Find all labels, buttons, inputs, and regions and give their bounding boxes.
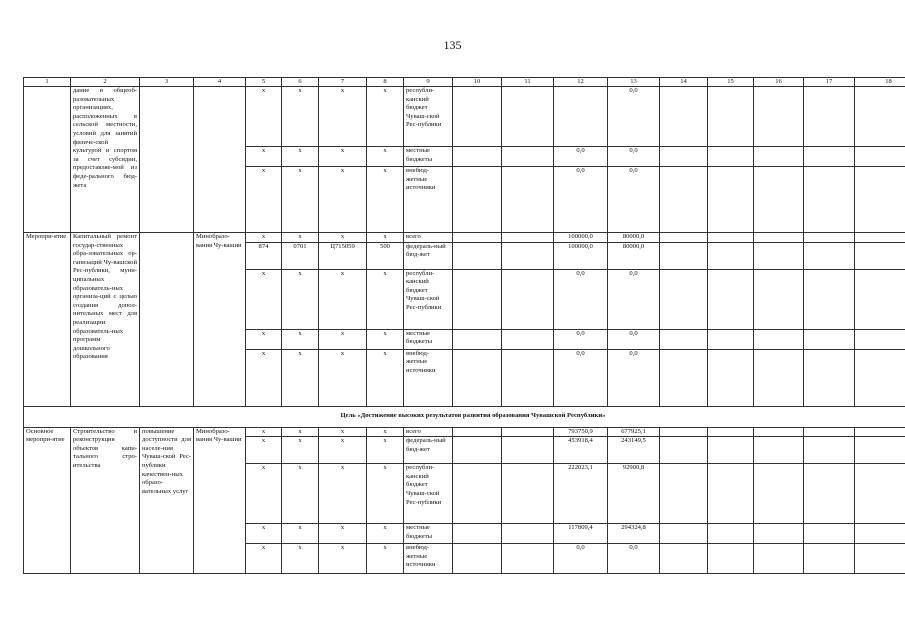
- empty-cell: [754, 167, 804, 233]
- empty-cell: [660, 349, 708, 406]
- column-number: 18: [855, 78, 905, 87]
- funding-table: [23, 77, 905, 574]
- section-code-cell: x: [282, 427, 319, 437]
- amount-cell: 677925,1: [608, 427, 660, 437]
- empty-cell: [855, 242, 905, 269]
- empty-cell: [453, 349, 502, 406]
- empty-cell: [660, 242, 708, 269]
- empty-cell: [804, 464, 855, 524]
- empty-cell: [453, 524, 502, 544]
- section-code-cell: x: [282, 464, 319, 524]
- grbs-code-cell: x: [246, 437, 282, 464]
- empty-cell: [660, 147, 708, 167]
- section-code-cell: x: [282, 349, 319, 406]
- empty-cell: [453, 167, 502, 233]
- funding-source-cell: федераль-ный бюд-жет: [404, 242, 453, 269]
- empty-cell: [502, 349, 554, 406]
- amount-cell: 92900,8: [608, 464, 660, 524]
- empty-cell: [804, 349, 855, 406]
- expected-result-cell: [140, 87, 194, 233]
- empty-cell: [502, 464, 554, 524]
- empty-cell: [754, 349, 804, 406]
- empty-cell: [804, 269, 855, 329]
- empty-cell: [502, 242, 554, 269]
- amount-cell: 100000,0: [554, 233, 608, 243]
- empty-cell: [502, 269, 554, 329]
- column-number: 13: [608, 78, 660, 87]
- empty-cell: [754, 269, 804, 329]
- expected-result-cell: [140, 233, 194, 407]
- target-article-cell: Ц715059: [319, 242, 367, 269]
- empty-cell: [708, 167, 754, 233]
- funding-source-cell: федераль-ный бюд-жет: [404, 437, 453, 464]
- empty-cell: [855, 329, 905, 349]
- amount-cell: 0,0: [608, 269, 660, 329]
- empty-cell: [855, 437, 905, 464]
- empty-cell: [754, 544, 804, 574]
- empty-cell: [660, 329, 708, 349]
- empty-cell: [804, 167, 855, 233]
- grbs-code-cell: x: [246, 427, 282, 437]
- funding-source-cell: местные бюджеты: [404, 524, 453, 544]
- table-row: [24, 427, 905, 437]
- target-article-cell: x: [319, 524, 367, 544]
- column-number: 14: [660, 78, 708, 87]
- empty-cell: [453, 427, 502, 437]
- empty-cell: [754, 242, 804, 269]
- expense-type-cell: x: [367, 349, 404, 406]
- grbs-code-cell: x: [246, 147, 282, 167]
- section-code-cell: 0701: [282, 242, 319, 269]
- amount-cell: 0,0: [608, 87, 660, 147]
- empty-cell: [855, 269, 905, 329]
- amount-cell: 222023,1: [554, 464, 608, 524]
- empty-cell: [453, 464, 502, 524]
- empty-cell: [855, 544, 905, 574]
- empty-cell: [453, 147, 502, 167]
- column-number: 15: [708, 78, 754, 87]
- empty-cell: [804, 87, 855, 147]
- target-article-cell: x: [319, 437, 367, 464]
- target-article-cell: x: [319, 233, 367, 243]
- empty-cell: [708, 427, 754, 437]
- amount-cell: 0,0: [554, 147, 608, 167]
- empty-cell: [804, 329, 855, 349]
- table-row: [24, 233, 905, 243]
- target-article-cell: x: [319, 269, 367, 329]
- empty-cell: [754, 464, 804, 524]
- section-code-cell: x: [282, 524, 319, 544]
- empty-cell: [660, 437, 708, 464]
- empty-cell: [453, 437, 502, 464]
- empty-cell: [502, 147, 554, 167]
- funding-source-cell: всего: [404, 427, 453, 437]
- grbs-code-cell: x: [246, 233, 282, 243]
- empty-cell: [855, 524, 905, 544]
- event-name-cell: Капитальный ремонт государ-ственных обра-зовательных ор-ганизаций Чу-вашской Рес-публики, муни-ципальных образователь-ных организа-ций с целью создания допол-нительных мест для реализации образователь-ных программ дошкольного образования: [71, 233, 140, 407]
- empty-cell: [502, 233, 554, 243]
- amount-cell: 0,0: [554, 269, 608, 329]
- empty-cell: [754, 437, 804, 464]
- grbs-code-cell: x: [246, 269, 282, 329]
- amount-cell: 80000,0: [608, 242, 660, 269]
- target-article-cell: x: [319, 349, 367, 406]
- table-row: [24, 87, 905, 147]
- section-code-cell: x: [282, 269, 319, 329]
- column-number: 6: [282, 78, 319, 87]
- funding-source-cell: местные бюджеты: [404, 329, 453, 349]
- empty-cell: [804, 544, 855, 574]
- grbs-code-cell: x: [246, 544, 282, 574]
- grbs-code-cell: x: [246, 87, 282, 147]
- event-name-cell: Строительство и реконструкция объектов капи-тального стро-ительства: [71, 427, 140, 574]
- section-code-cell: x: [282, 87, 319, 147]
- expense-type-cell: x: [367, 427, 404, 437]
- empty-cell: [754, 329, 804, 349]
- empty-cell: [453, 544, 502, 574]
- empty-cell: [660, 524, 708, 544]
- empty-cell: [804, 524, 855, 544]
- target-article-cell: x: [319, 427, 367, 437]
- grbs-code-cell: x: [246, 329, 282, 349]
- empty-cell: [453, 233, 502, 243]
- empty-cell: [660, 427, 708, 437]
- executor-cell: Минобразо-вания Чу-вашии: [194, 233, 246, 407]
- expected-result-cell: повышение доступности для населе-ния Чуваш-ской Рес-публики качествен-ных образо-вательных услуг: [140, 427, 194, 574]
- expense-type-cell: x: [367, 147, 404, 167]
- section-code-cell: x: [282, 437, 319, 464]
- column-number: 3: [140, 78, 194, 87]
- amount-cell: 117809,4: [554, 524, 608, 544]
- target-article-cell: x: [319, 329, 367, 349]
- empty-cell: [754, 524, 804, 544]
- page-number: 135: [443, 38, 462, 52]
- amount-cell: 453918,4: [554, 437, 608, 464]
- amount-cell: 0,0: [608, 167, 660, 233]
- funding-source-cell: внебюд-жетные источники: [404, 167, 453, 233]
- empty-cell: [708, 269, 754, 329]
- expense-type-cell: x: [367, 269, 404, 329]
- empty-cell: [660, 233, 708, 243]
- empty-cell: [708, 437, 754, 464]
- empty-cell: [855, 427, 905, 437]
- column-number: 8: [367, 78, 404, 87]
- expense-type-cell: x: [367, 87, 404, 147]
- empty-cell: [660, 269, 708, 329]
- expense-type-cell: x: [367, 464, 404, 524]
- amount-cell: 0,0: [608, 147, 660, 167]
- empty-cell: [754, 233, 804, 243]
- amount-cell: 0,0: [608, 349, 660, 406]
- empty-cell: [660, 464, 708, 524]
- empty-cell: [754, 147, 804, 167]
- target-article-cell: x: [319, 464, 367, 524]
- column-number: 9: [404, 78, 453, 87]
- empty-cell: [708, 349, 754, 406]
- empty-cell: [502, 87, 554, 147]
- amount-cell: 243149,5: [608, 437, 660, 464]
- expense-type-cell: x: [367, 437, 404, 464]
- grbs-code-cell: x: [246, 524, 282, 544]
- grbs-code-cell: x: [246, 464, 282, 524]
- empty-cell: [708, 464, 754, 524]
- empty-cell: [855, 233, 905, 243]
- empty-cell: [855, 464, 905, 524]
- empty-cell: [502, 524, 554, 544]
- target-article-cell: x: [319, 87, 367, 147]
- amount-cell: 294324,8: [608, 524, 660, 544]
- amount-cell: 100000,0: [554, 242, 608, 269]
- empty-cell: [804, 437, 855, 464]
- funding-source-cell: внебюд-жетные источники: [404, 349, 453, 406]
- funding-source-cell: внебюд-жетные источники: [404, 544, 453, 574]
- goal-row: [24, 406, 905, 427]
- section-code-cell: x: [282, 167, 319, 233]
- empty-cell: [453, 329, 502, 349]
- event-name-cell: дание в общеоб-разовательных организациях, расположенных в сельской местности, условий для занятий физиче-ской культурой и спортом за счет субсидии, предоставляе-мой из феде-рального бюд-жета: [71, 87, 140, 233]
- amount-cell: 0,0: [554, 544, 608, 574]
- empty-cell: [708, 524, 754, 544]
- executor-cell: [194, 87, 246, 233]
- section-code-cell: x: [282, 544, 319, 574]
- column-number: 12: [554, 78, 608, 87]
- amount-cell: 0,0: [608, 544, 660, 574]
- target-article-cell: x: [319, 167, 367, 233]
- empty-cell: [708, 544, 754, 574]
- expense-type-cell: x: [367, 233, 404, 243]
- goal-heading: Цель «Достижение высоких результатов развития образования Чувашской Республики»: [24, 406, 905, 427]
- grbs-code-cell: x: [246, 167, 282, 233]
- empty-cell: [855, 147, 905, 167]
- empty-cell: [754, 427, 804, 437]
- empty-cell: [708, 87, 754, 147]
- empty-cell: [660, 87, 708, 147]
- empty-cell: [804, 233, 855, 243]
- empty-cell: [502, 329, 554, 349]
- empty-cell: [660, 544, 708, 574]
- column-number: 4: [194, 78, 246, 87]
- empty-cell: [453, 242, 502, 269]
- column-number: 10: [453, 78, 502, 87]
- empty-cell: [453, 87, 502, 147]
- empty-cell: [855, 167, 905, 233]
- empty-cell: [804, 242, 855, 269]
- empty-cell: [804, 427, 855, 437]
- column-number: 1: [24, 78, 71, 87]
- event-type-cell: Основное меропри-ятие: [24, 427, 71, 574]
- empty-cell: [708, 233, 754, 243]
- amount-cell: 0,0: [608, 329, 660, 349]
- empty-cell: [660, 167, 708, 233]
- amount-cell: [554, 87, 608, 147]
- funding-source-cell: всего: [404, 233, 453, 243]
- empty-cell: [502, 544, 554, 574]
- expense-type-cell: x: [367, 167, 404, 233]
- empty-cell: [502, 167, 554, 233]
- funding-source-cell: местные бюджеты: [404, 147, 453, 167]
- empty-cell: [754, 87, 804, 147]
- event-type-cell: Меропри-ятие: [24, 233, 71, 407]
- column-number: 5: [246, 78, 282, 87]
- amount-cell: 0,0: [554, 167, 608, 233]
- empty-cell: [855, 87, 905, 147]
- amount-cell: 0,0: [554, 329, 608, 349]
- executor-cell: Минобразо-вания Чу-вашии: [194, 427, 246, 574]
- column-number: 11: [502, 78, 554, 87]
- column-number: 7: [319, 78, 367, 87]
- amount-cell: 793750,9: [554, 427, 608, 437]
- empty-cell: [855, 349, 905, 406]
- amount-cell: 0,0: [554, 349, 608, 406]
- section-code-cell: x: [282, 233, 319, 243]
- column-number-row: [24, 78, 905, 87]
- column-number: 17: [804, 78, 855, 87]
- expense-type-cell: x: [367, 329, 404, 349]
- column-number: 16: [754, 78, 804, 87]
- amount-cell: 80000,0: [608, 233, 660, 243]
- grbs-code-cell: x: [246, 349, 282, 406]
- expense-type-cell: 500: [367, 242, 404, 269]
- target-article-cell: x: [319, 147, 367, 167]
- funding-source-cell: республи-канский бюджет Чуваш-ской Рес-публики: [404, 464, 453, 524]
- column-number: 2: [71, 78, 140, 87]
- empty-cell: [708, 329, 754, 349]
- funding-source-cell: республи-канский бюджет Чуваш-ской Рес-публики: [404, 269, 453, 329]
- expense-type-cell: x: [367, 544, 404, 574]
- section-code-cell: x: [282, 329, 319, 349]
- empty-cell: [708, 242, 754, 269]
- empty-cell: [453, 269, 502, 329]
- empty-cell: [804, 147, 855, 167]
- target-article-cell: x: [319, 544, 367, 574]
- empty-cell: [708, 147, 754, 167]
- event-type-cell: [24, 87, 71, 233]
- expense-type-cell: x: [367, 524, 404, 544]
- empty-cell: [502, 427, 554, 437]
- grbs-code-cell: 874: [246, 242, 282, 269]
- funding-source-cell: республи-канский бюджет Чуваш-ской Рес-публики: [404, 87, 453, 147]
- empty-cell: [502, 437, 554, 464]
- section-code-cell: x: [282, 147, 319, 167]
